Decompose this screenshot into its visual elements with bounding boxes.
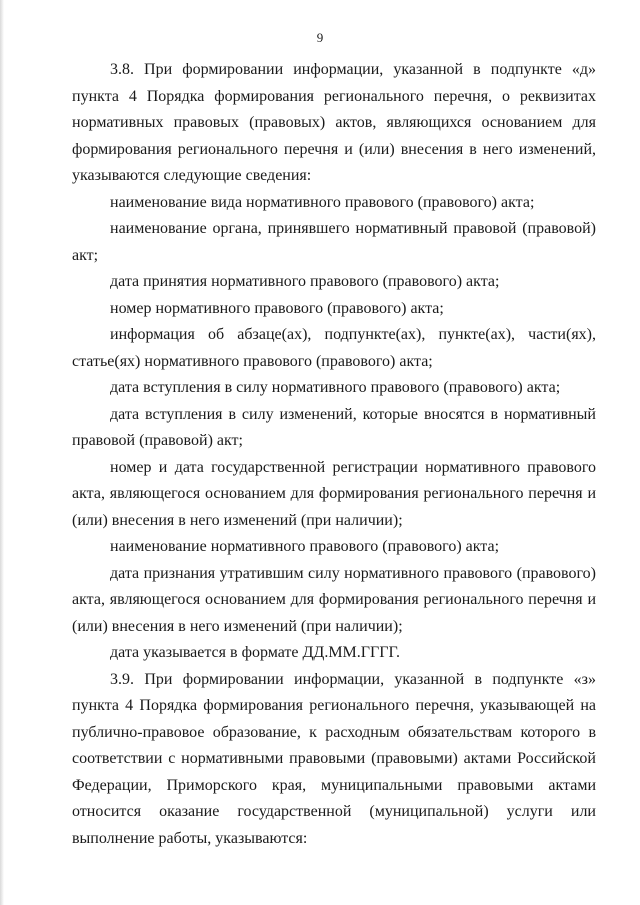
paragraph-3-9: 3.9. При формировании информации, указанной в подпункте «з» пункта 4 Порядка формирования регионального перечня, указывающей на публично-правовое образование, к расходным обязательствам которого в соответствии с нормативными правовыми (правовыми) актами Российской Федерации, Приморского края, муниципальными правовыми актами относится оказание государственной (муниципальной) услуги или выполнение работы, указываются: — [72, 670, 596, 847]
list-item: наименование вида нормативного правового (правового) акта; — [110, 193, 535, 211]
list-item: наименование органа, принявшего нормативный правовой (правовой) акт; — [72, 220, 596, 264]
list-item: информация об абзаце(ах), подпункте(ах), пункте(ах), части(ях), статье(ях) нормативного правового (правового) акта; — [72, 326, 596, 370]
date-format-note: дата указывается в формате ДД.ММ.ГГГГ. — [110, 644, 400, 661]
list-item: наименование нормативного правового (правового) акта; — [110, 538, 500, 555]
list-item: дата признания утратившим силу нормативного правового (правового) акта, являющегося основанием для формирования регионального перечня и (или) внесения в него изменений (при наличии); — [72, 564, 596, 635]
list-item: дата вступления в силу нормативного правового (правового) акта; — [110, 379, 561, 396]
paragraph-3-8: 3.8. При формировании информации, указанной в подпункте «д» пункта 4 Порядка формирования регионального перечня, о реквизитах нормативных правовых (правовых) актов, являющихся основанием для формирования регионального перечня и (или) внесения в него изменений, указываются следующие сведения: — [72, 61, 596, 184]
document-body — [72, 57, 596, 852]
list-item: номер нормативного правового (правового) акта; — [110, 299, 444, 317]
list-item: дата принятия нормативного правового (правового) акта; — [110, 273, 500, 290]
list-item: номер и дата государственной регистрации нормативного правового акта, являющегося основанием для формирования регионального перечня и (или) внесения в него изменений (при наличии); — [72, 458, 596, 529]
scan-edge — [0, 0, 4, 905]
page-number: 9 — [316, 30, 324, 45]
list-item: дата вступления в силу изменений, которые вносятся в нормативный правовой (правовой) акт; — [72, 405, 596, 449]
